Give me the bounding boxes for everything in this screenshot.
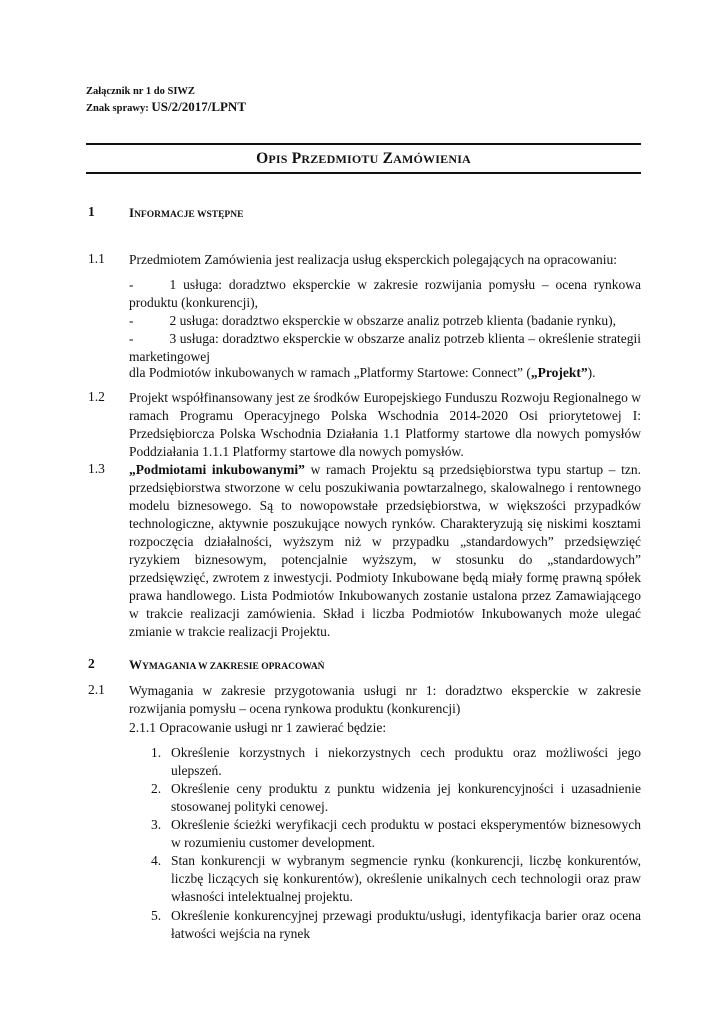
case-number-label: Znak sprawy: [86, 103, 149, 114]
paragraph-2-1-text: Wymagania w zakresie przygotowania usługi nr 1: doradztwo eksperckie w zakresie rozwijania pomysłu – ocena rynkowa produktu (konkurencji) [129, 683, 641, 716]
paragraph-1-3-number: 1.3 [88, 461, 105, 476]
section-2-title: WYMAGANIA W ZAKRESIE OPRACOWAŃ [129, 657, 325, 672]
list-item: 5. Określenie konkurencyjnej przewagi produktu/usługi, identyfikacja barier oraz ocena łatwości wejścia na rynek [151, 908, 641, 941]
list-item: 2. Określenie ceny produktu z punktu widzenia jej konkurencyjności i uzasadnienie stosowanej polityki cenowej. [151, 781, 641, 814]
paragraph-1-2-number: 1.2 [88, 389, 105, 404]
service-item-3: - 3 usługa: doradztwo eksperckie w obszarze analiz potrzeb klienta – określenie strategii marketingowej [129, 331, 641, 364]
service-item-2: - 2 usługa: doradztwo eksperckie w obszarze analiz potrzeb klienta (badanie rynku), [129, 313, 616, 328]
paragraph-1-3-text: „Podmiotami inkubowanymi” w ramach Projektu są przedsiębiorstwa typu startup – tzn. przedsiębiorstwa stworzone w celu poszukiwania powtarzalnego, skalowalnego i rentownego modelu biznesowego. Są to nowopowstałe przedsiębiorstwa, w większości przypadków technologiczne, aktywnie poszukujące nowych rynków. Charakteryzują się niskimi kosztami rozpoczęcia działalności, wyższym niż w przypadku „standardowych” przedsięwzięć ryzykiem biznesowym, potencjalnie wyższym, w stosunku do „standardowych” przedsięwzięć, zwrotem z inwestycji. Podmioty Inkubowane będą miały formę prawną spółek prawa handlowego. Lista Podmiotów Inkubowanych zostanie ustalona przez Zamawiającego w trakcie realizacji zamówienia. Skład i liczba Podmiotów Inkubowanych może ulegać zmianie w trakcie realizacji Projektu. [129, 462, 641, 639]
case-number: US/2/2017/LPNT [151, 99, 246, 114]
paragraph-2-1-number: 2.1 [88, 682, 105, 697]
case-number-line [86, 99, 246, 115]
list-item: 4. Stan konkurencji w wybranym segmencie rynku (konkurencji, liczbę konkurentów, liczbę liczących się konkurentów), określenie unikalnych cech technologii oraz praw własności intelektualnej projektu. [151, 853, 641, 904]
list-item: 1. Określenie korzystnych i niekorzystnych cech produktu oraz możliwości jego ulepszeń. [151, 745, 641, 778]
section-1-title: INFORMACJE WSTĘPNE [129, 205, 244, 220]
attachment-label: Załącznik nr 1 do SIWZ [86, 86, 195, 97]
document-title: OPIS PRZEDMIOTU ZAMÓWIENIA [256, 150, 471, 167]
paragraph-1-2-text: Projekt współfinansowany jest ze środków Europejskiego Funduszu Rozwoju Regionalnego w ramach Programu Operacyjnego Polska Wschodnia 2014-2020 Osi priorytetowej I: Przedsiębiorcza Polska Wschodnia Działania 1.1 Platformy startowe dla nowych pomysłów Poddziałania 1.1.1 Platformy startowe dla nowych pomysłów. [129, 390, 641, 459]
section-2-number: 2 [88, 656, 95, 671]
paragraph-1-1-outro: dla Podmiotów inkubowanych w ramach „Platformy Startowe: Connect” („Projekt”). [129, 365, 596, 380]
paragraph-1-1-number: 1.1 [88, 251, 105, 266]
section-1-number: 1 [88, 204, 95, 219]
list-item: 3. Określenie ścieżki weryfikacji cech produktu w postaci eksperymentów biznesowych w rozumieniu customer development. [151, 817, 641, 850]
service-item-1: - 1 usługa: doradztwo eksperckie w zakresie rozwijania pomysłu – ocena rynkowa produktu (konkurencji), [129, 277, 641, 310]
subsection-2-1-1: 2.1.1 Opracowanie usługi nr 1 zawierać będzie: [129, 720, 387, 735]
paragraph-1-1-intro: Przedmiotem Zamówienia jest realizacja usług eksperckich polegających na opracowaniu: [129, 252, 618, 267]
title-top-rule [86, 143, 641, 145]
title-bottom-rule [86, 172, 641, 174]
